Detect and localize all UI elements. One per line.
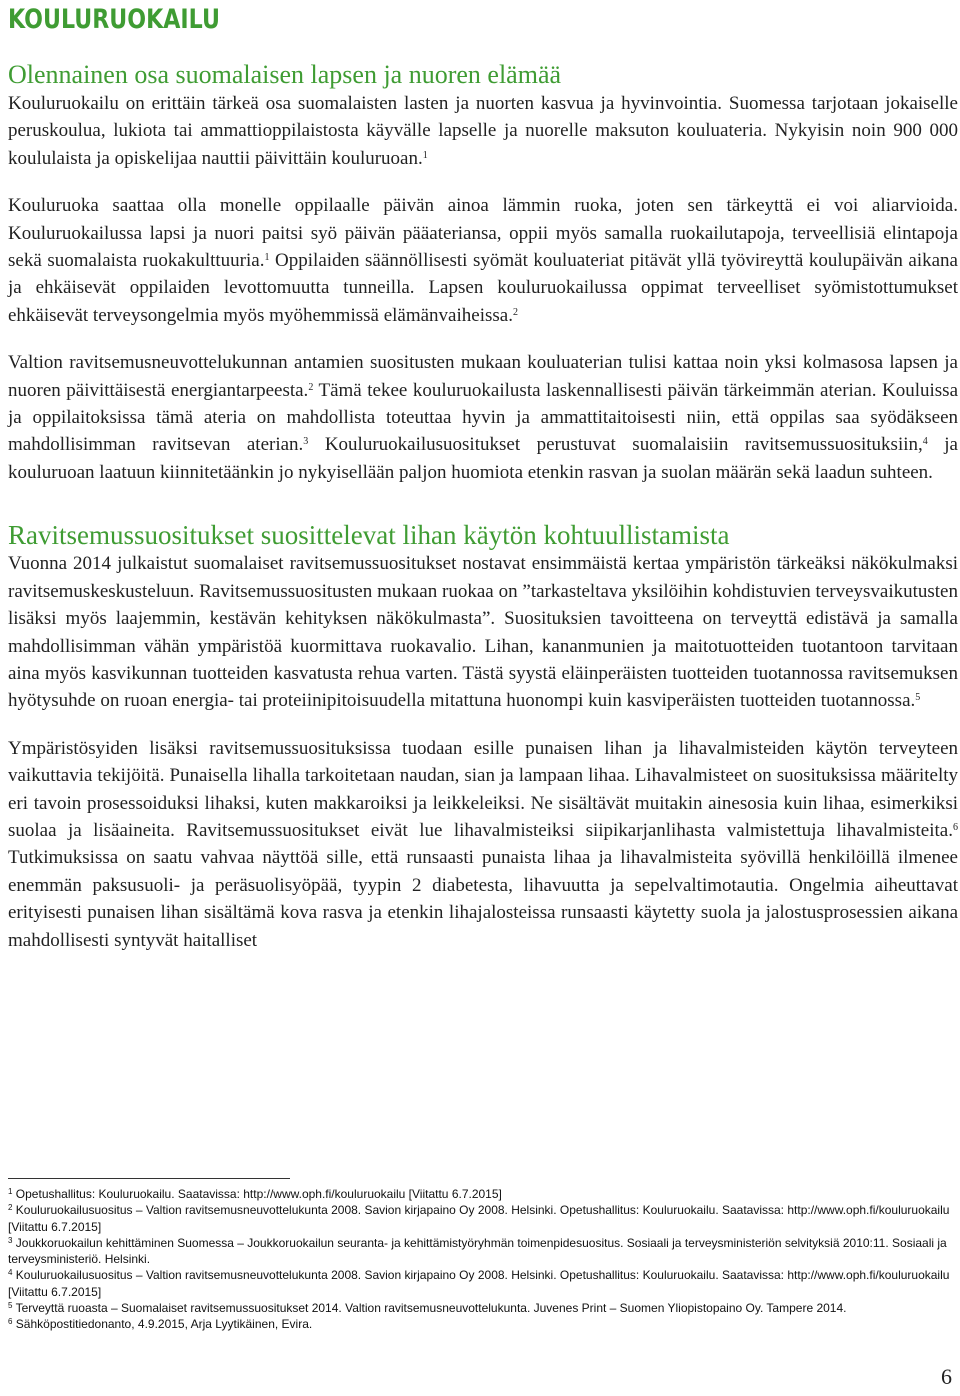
document-body [8,60,958,954]
paragraph-text: Kouluruokailusuositukset perustuvat suomalaisiin ravitsemussuosituksiin, [308,434,923,456]
footnote [8,1186,958,1202]
footnote [8,1202,958,1235]
paragraph-text: Oppilaiden säännöllisesti syömät kouluateriat pitävät yllä työvireyttä koulupäivän aikana ja ehkäisevät oppilaiden levottomuutta tunneilla. Lapsen kouluruokailussa oppimat terveelliset syömistottumukset ehkäisevät terveysongelmia myös myöhemmissä elämänvaiheissa. [8,250,958,326]
logo: KOULURUOKAILU [8,4,220,35]
footnote-number: 4 [8,1268,13,1278]
paragraph-text: Vuonna 2014 julkaistut suomalaiset ravitsemussuositukset nostavat ensimmäistä kertaa ympäristön tärkeäksi näkökulmaksi ravitsemuskeskusteluun. Ravitsemussuositusten mukaan ruokaa on ”tarkasteltava yksilöihin kohdistuvien terveysvaikutusten lisäksi myös laajemmin, kestävän kehityksen näkökulmasta”. Suosituksien tavoitteena on terveyttä edistävä ja samalla mahdollisimman vähän ympäristöä kuormittava ruokavalio. Lihan, kananmunien ja maitotuotteiden tuotantoon tarvitaan aina myös kasvikunnan tuotteiden kasvatusta rehua varten. Tästä syystä eläinperäisten tuotteiden tuotannossa ravitsemuksen hyötysuhde on ruoan energia- tai proteiinipitoisuudella mitattuna huonompi kuin kasviperäisten tuotteiden tuotannossa. [8,553,958,712]
footnote-ref: 4 [922,436,928,448]
footnote-ref: 6 [953,821,958,833]
paragraph [8,550,958,714]
footnote-number: 3 [8,1235,13,1245]
footnote [8,1267,958,1300]
footnote [8,1316,958,1332]
footnote-ref: 1 [422,149,428,161]
paragraph [8,90,958,172]
paragraph-text: Kouluruokailu on erittäin tärkeä osa suomalaisten lasten ja nuorten kasvua ja hyvinvointia. Suomessa tarjotaan jokaiselle peruskoulua, lukiota tai ammattioppilaistosta käyvälle lapselle ja nuorelle maksuton kouluateria. Nykyisin noin 900 000 koululaista ja opiskelijaa nauttii päivittäin kouluruoan. [8,93,958,169]
paragraph [8,192,958,329]
footnote-ref: 5 [915,692,921,704]
footnote-number: 6 [8,1317,13,1327]
section-heading: Ravitsemussuositukset suosittelevat lihan käytön kohtuullistamista [8,520,730,551]
footnote-divider [8,1178,290,1179]
footnote-ref: 2 [308,381,314,393]
footnote-ref: 1 [264,252,270,264]
footnote-text: Terveyttä ruoasta – Suomalaiset ravitsemussuositukset 2014. Valtion ravitsemusneuvottelukunta. Juvenes Print – Suomen Yliopistopaino Oy. Tampere 2014. [15,1301,847,1316]
footnote-number: 5 [8,1301,13,1311]
paragraph [8,349,958,486]
paragraph [8,735,958,954]
footnote-text: Kouluruokailusuositus – Valtion ravitsemusneuvottelukunta 2008. Savion kirjapaino Oy 2008. Helsinki. Opetushallitus: Kouluruokailu. Saatavissa: http://www.oph.fi/kouluruokailu [Viitattu 6.7.2015] [8,1203,950,1234]
footnote-text: Opetushallitus: Kouluruokailu. Saatavissa: http://www.oph.fi/kouluruokailu [Viitattu 6.7.2015] [15,1187,502,1201]
footnote-text: Joukkoruokailun kehittäminen Suomessa – Joukkoruokailun seuranta- ja kehittämistyöryhmän toimenpidesuositus. Sosiaali ja terveysministeriön selvityksiä 2010:11. Sosiaali ja terveysministeriö. Helsinki. [8,1235,947,1267]
paragraph-text: Kouluruoka saattaa olla monelle oppilaalle päivän ainoa lämmin ruoka, joten sen tärkeyttä ei voi aliarvioida. Kouluruokailussa lapsi ja nuori paitsi syö päivän pääateriansa, oppii myös samalla ruokailutapoja, terveellisiä elintapoja sekä suomalaista ruokakulttuuria. [8,195,958,272]
footnote-text: Sähköpostitiedonanto, 4.9.2015, Arja Lyytikäinen, Evira. [15,1317,313,1332]
paragraph-text: Valtion ravitsemusneuvottelukunnan antamien suositusten mukaan kouluaterian tulisi kattaa noin yksi kolmasosa lapsen ja nuoren päivittäisestä energiantarpeesta. [8,352,958,401]
footnote [8,1300,958,1316]
paragraph-text: ja kouluruoan laatuun kiinnitetäänkin jo nykyisellään paljon huomiota etenkin rasvan ja suolan määrän sekä laadun suhteen. [8,434,958,483]
footnote-ref: 3 [303,436,309,448]
paragraph-text: Tutkimuksissa on saatu vahvaa näyttöä sille, että runsaasti punaista lihaa ja lihavalmisteita syövillä henkilöillä ilmenee enemmän paksusuoli- ja peräsuolisyöpää, tyypin 2 diabetesta, lihavuutta ja sepelvaltimotautia. Ongelmia aiheuttavat erityisesti punaisen lihan sisältämä kova rasva ja etenkin lihajalosteissa runsaasti käytetty suola ja jalostusprosessien aikana mahdollisesti syntyvät haitalliset [8,847,958,951]
footnote-number: 1 [8,1187,13,1196]
footnote-text: Kouluruokailusuositus – Valtion ravitsemusneuvottelukunta 2008. Savion kirjapaino Oy 2008. Helsinki. Opetushallitus: Kouluruokailu. Saatavissa: http://www.oph.fi/kouluruokailu [Viitattu 6.7.2015] [8,1268,950,1299]
page-number: 6 [941,1364,952,1389]
paragraph-text: Ympäristösyiden lisäksi ravitsemussuosituksissa tuodaan esille punaisen lihan ja lihavalmisteiden käytön terveyteen vaikuttavia tekijöitä. Punaisella lihalla tarkoitetaan naudan, sian ja lampaan lihaa. Lihavalmisteet on suosituksissa määritelty eri tavoin prosessoiduksi lihaksi, kuten makkaroiksi ja leikkeleiksi. Ne sisältävät muitakin ainesosia kuin lihaa, esimerkiksi suolaa ja lisäaineita. Ravitsemussuositukset eivät lue lihavalmisteiksi siipikarjanlihasta valmistettuja lihavalmisteita. [8,737,958,841]
footnote-ref: 2 [512,306,518,318]
footnote-number: 2 [8,1203,13,1213]
footnotes [8,1186,958,1333]
section-heading: Olennainen osa suomalaisen lapsen ja nuoren elämää [8,60,562,89]
paragraph-text: Tämä tekee kouluruokailusta laskennallisesti päivän tärkeimmän aterian. Kouluissa ja oppilaitoksissa tämä ateria on mahdollista toteuttaa hyvin ja ammattitaitoisesti niin, että oppilas saa syödäkseen mahdollisimman ravitsevan aterian. [8,379,958,456]
footnote [8,1235,958,1268]
